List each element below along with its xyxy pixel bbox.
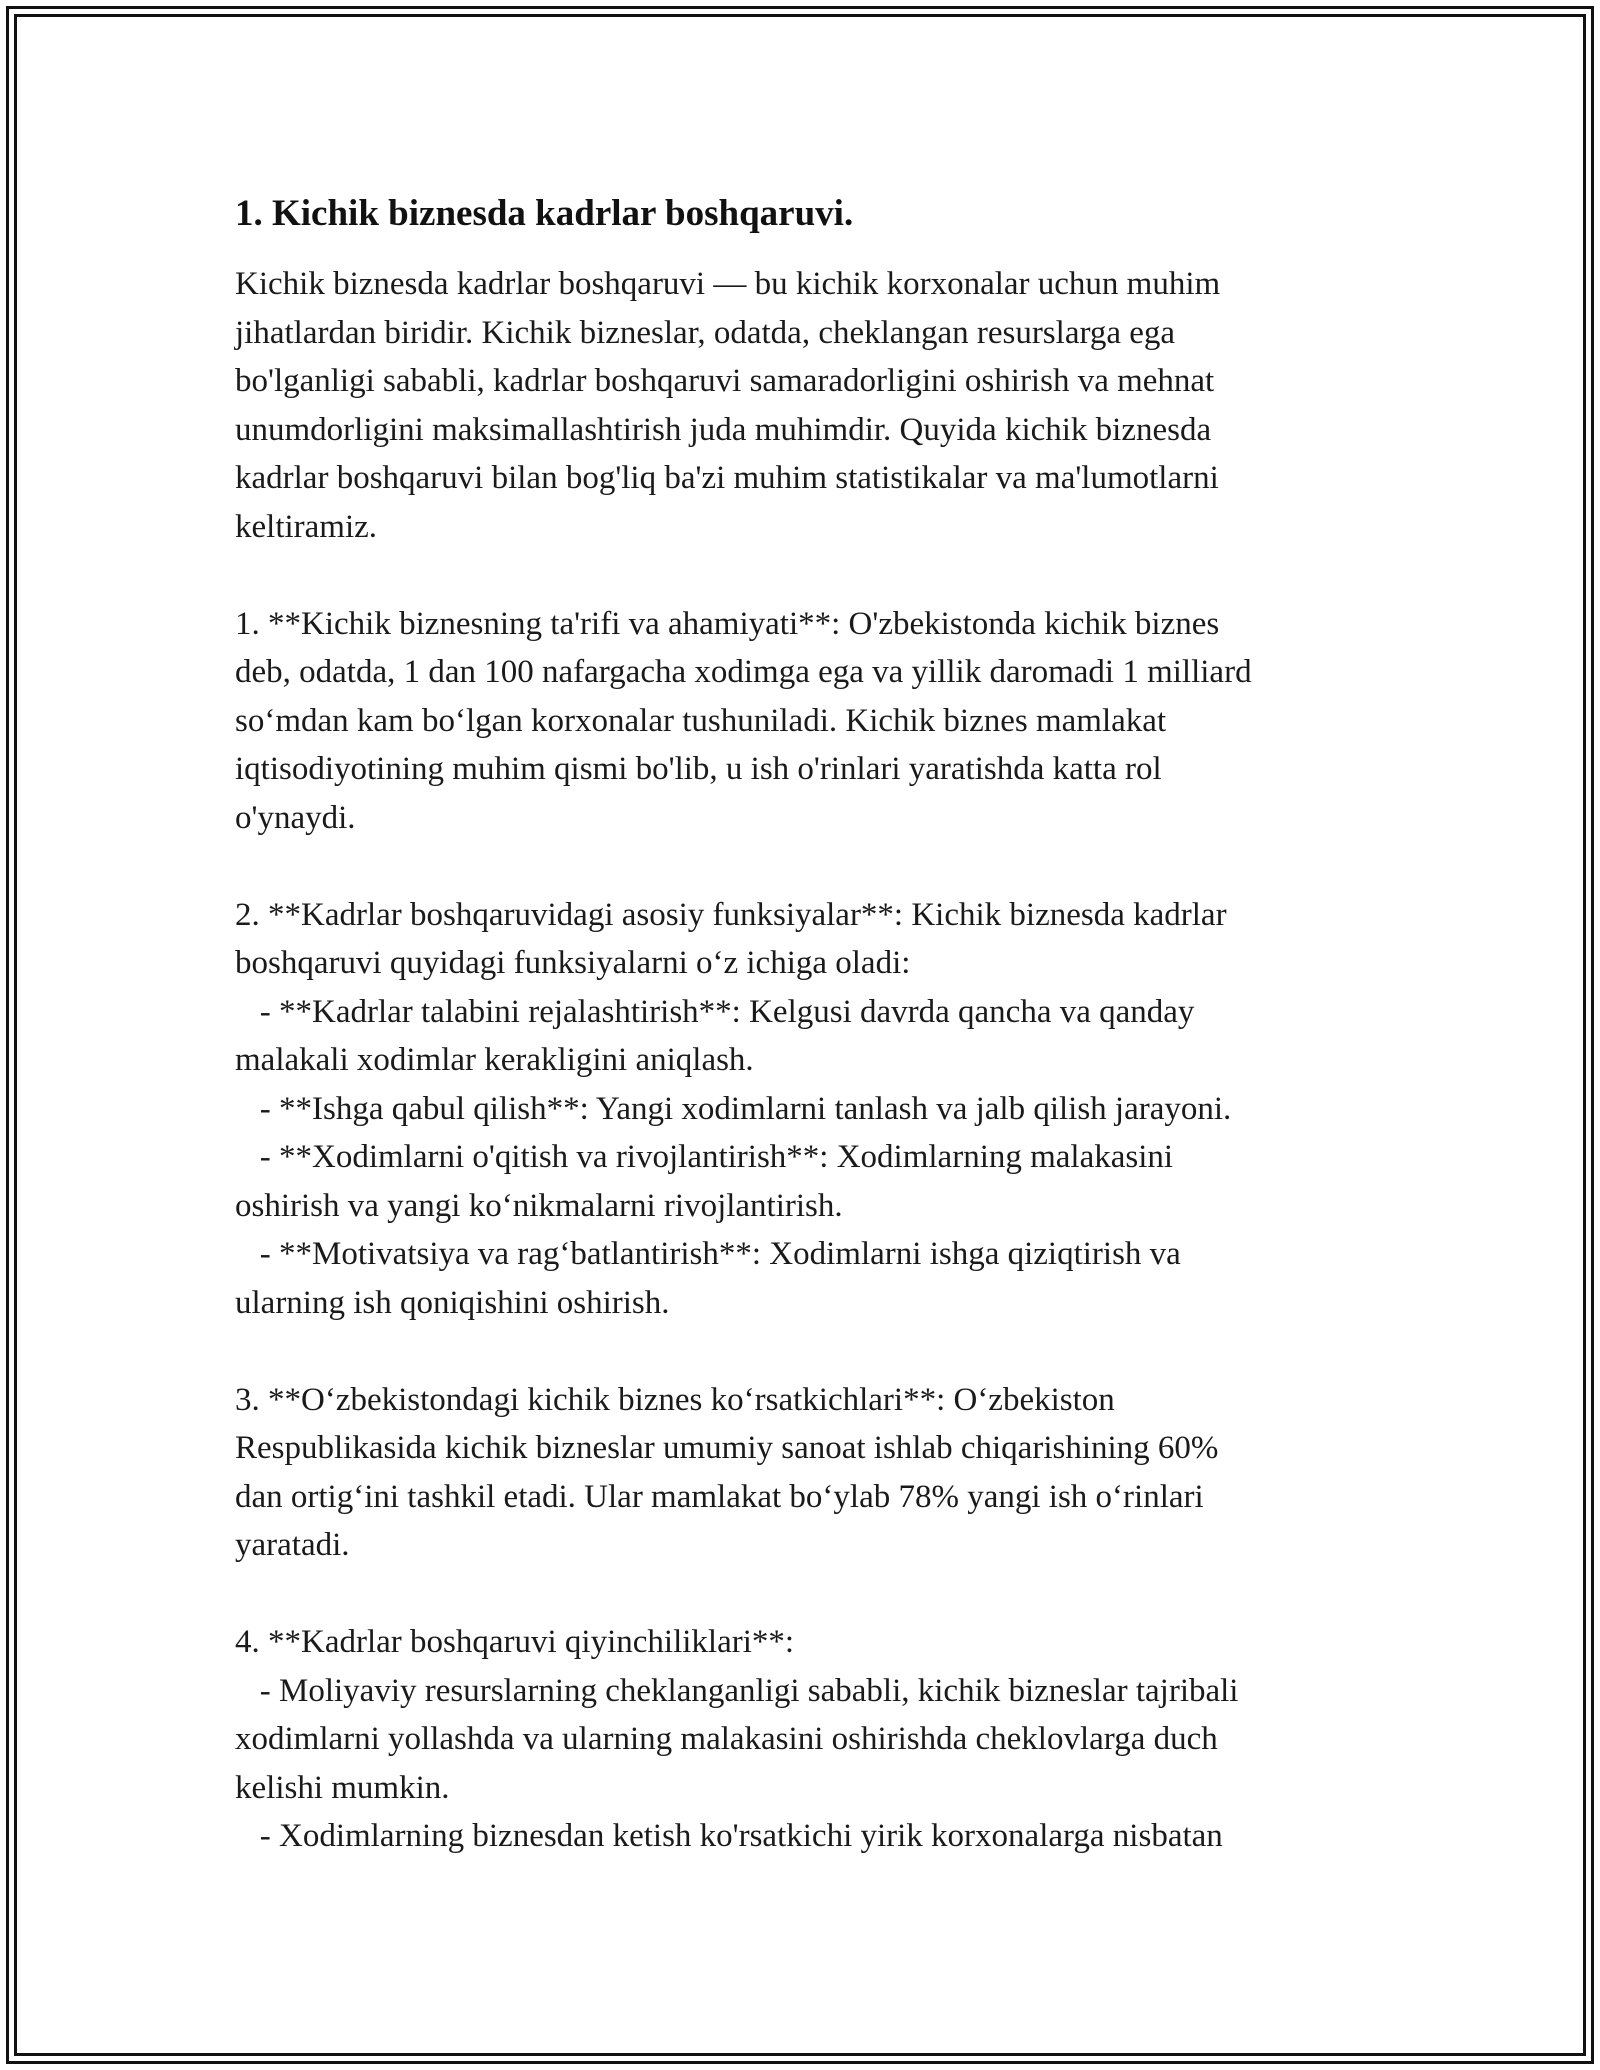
document-content xyxy=(235,190,1385,1861)
document-heading: 1. Kichik biznesda kadrlar boshqaruvi. xyxy=(235,193,854,234)
document-body: Kichik biznesda kadrlar boshqaruvi — bu kichik korxonalar uchun muhim jihatlardan biridir. Kichik bizneslar, odatda, cheklangan resurslarga ega bo'lganligi sababli, kadrlar boshqaruvi samaradorligini oshirish va mehnat unumdorligini maksimallashtirish juda muhimdir. Quyida kichik biznesda kadrlar boshqaruvi bilan bog'liq ba'zi muhim statistikalar va ma'lumotlarni keltiramiz. 1. **Kichik biznesning ta'rifi va ahamiyati**: O'zbekistonda kichik biznes deb, odatda, 1 dan 100 nafargacha xodimga ega va yillik daromadi 1 milliard so‘mdan kam bo‘lgan korxonalar tushuniladi. Kichik biznes mamlakat iqtisodiyotining muhim qismi bo'lib, u ish o'rinlari yaratishda katta rol o'ynaydi. 2. **Kadrlar boshqaruvidagi asosiy funksiyalar**: Kichik biznesda kadrlar boshqaruvi quyidagi funksiyalarni o‘z ichiga oladi: - **Kadrlar talabini rejalashtirish**: Kelgusi davrda qancha va qanday malakali xodimlar kerakligini aniqlash. - **Ishga qabul qilish**: Yangi xodimlarni tanlash va jalb qilish jarayoni. - **Xodimlarni o'qitish va rivojlantirish**: Xodimlarning malakasini oshirish va yangi ko‘nikmalarni rivojlantirish. - **Motivatsiya va rag‘batlantirish**: Xodimlarni ishga qiziqtirish va ularning ish qoniqishini oshirish. 3. **O‘zbekistondagi kichik biznes ko‘rsatkichlari**: O‘zbekiston Respublikasida kichik bizneslar umumiy sanoat ishlab chiqarishining 60% dan ortig‘ini tashkil etadi. Ular mamlakat bo‘ylab 78% yangi ish o‘rinlari yaratadi. 4. **Kadrlar boshqaruvi qiyinchiliklari**: - Moliyaviy resurslarning cheklanganligi sababli, kichik bizneslar tajribali xodimlarni yollashda va ularning malakasini oshirishda cheklovlarga duch kelishi mumkin. - Xodimlarning biznesdan ketish ko'rsatkichi yirik korxonalarga nisbatan xyxy=(235,266,1252,1854)
